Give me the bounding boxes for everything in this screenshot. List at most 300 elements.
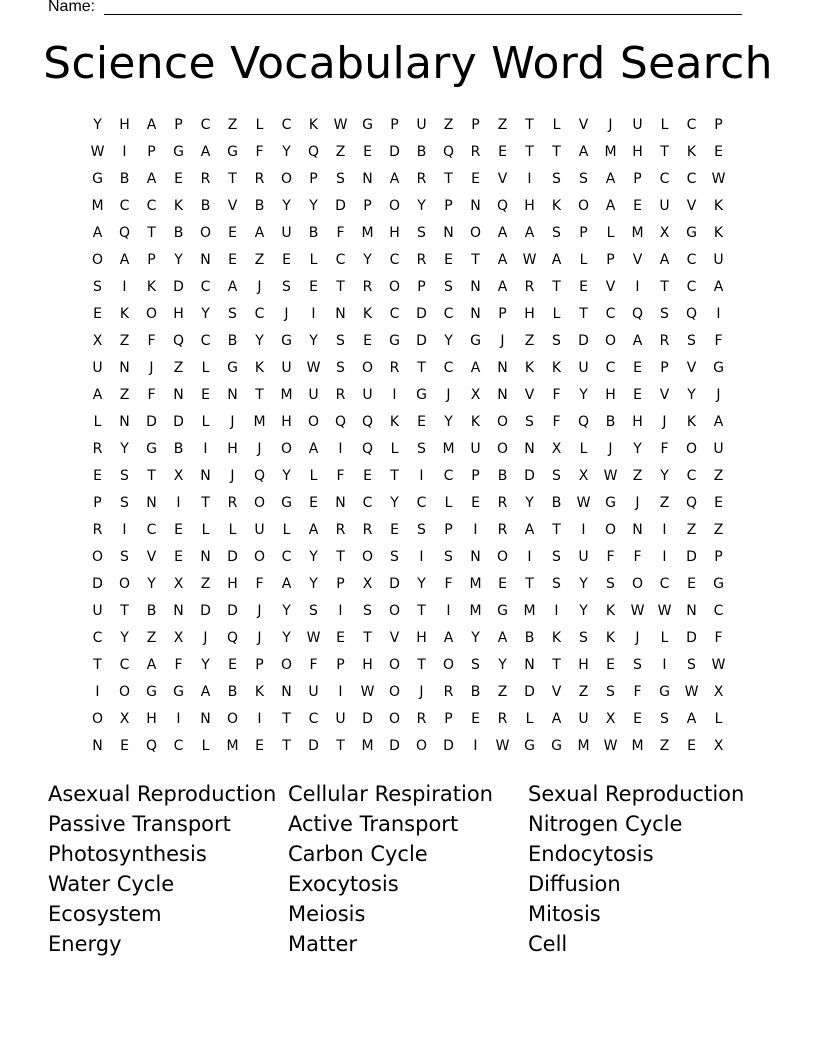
grid-letter: K bbox=[146, 278, 157, 295]
grid-letter: Y bbox=[471, 629, 480, 646]
grid-letter: P bbox=[147, 251, 156, 268]
grid-letter: N bbox=[335, 305, 346, 322]
grid-letter: W bbox=[603, 737, 618, 754]
grid-letter: E bbox=[309, 494, 318, 511]
word-list-item: Asexual Reproduction bbox=[48, 782, 277, 806]
grid-letter: T bbox=[552, 656, 561, 673]
grid-letter: B bbox=[416, 143, 427, 160]
grid-letter: P bbox=[336, 575, 345, 592]
grid-letter: Y bbox=[525, 494, 534, 511]
grid-letter: G bbox=[470, 332, 481, 349]
grid-letter: K bbox=[713, 224, 724, 241]
grid-letter: Z bbox=[713, 521, 724, 538]
grid-letter: X bbox=[173, 575, 184, 592]
grid-letter: U bbox=[659, 197, 670, 214]
grid-letter: E bbox=[390, 521, 399, 538]
word-list-item: Energy bbox=[48, 932, 122, 956]
grid-letter: O bbox=[361, 359, 374, 376]
grid-letter: Q bbox=[685, 305, 698, 322]
grid-letter: J bbox=[257, 278, 262, 295]
grid-letter: U bbox=[713, 251, 724, 268]
grid-letter: V bbox=[551, 683, 562, 700]
grid-letter: I bbox=[554, 602, 559, 619]
grid-letter: C bbox=[686, 467, 697, 484]
grid-letter: Y bbox=[309, 197, 318, 214]
grid-letter: C bbox=[119, 656, 130, 673]
grid-letter: B bbox=[497, 467, 508, 484]
grid-letter: I bbox=[527, 170, 532, 187]
grid-letter: J bbox=[257, 629, 262, 646]
grid-letter: G bbox=[92, 170, 103, 187]
grid-letter: N bbox=[497, 359, 508, 376]
grid-letter: S bbox=[660, 305, 669, 322]
grid-letter: V bbox=[659, 386, 670, 403]
grid-letter: C bbox=[443, 467, 454, 484]
grid-letter: J bbox=[230, 467, 235, 484]
grid-letter: K bbox=[605, 629, 616, 646]
word-list-item: Endocytosis bbox=[528, 842, 654, 866]
grid-letter: W bbox=[684, 683, 699, 700]
grid-letter: E bbox=[93, 305, 102, 322]
grid-letter: G bbox=[173, 683, 184, 700]
grid-letter: X bbox=[713, 737, 724, 754]
grid-letter: B bbox=[146, 602, 157, 619]
grid-letter: N bbox=[119, 359, 130, 376]
grid-letter: C bbox=[443, 359, 454, 376]
grid-letter: F bbox=[255, 575, 264, 592]
grid-letter: C bbox=[200, 278, 211, 295]
grid-letter: T bbox=[525, 116, 534, 133]
grid-letter: M bbox=[91, 197, 104, 214]
grid-letter: E bbox=[228, 224, 237, 241]
grid-letter: S bbox=[633, 656, 642, 673]
grid-letter: H bbox=[173, 305, 184, 322]
grid-letter: R bbox=[362, 521, 373, 538]
grid-letter: W bbox=[522, 251, 537, 268]
grid-letter: D bbox=[686, 629, 697, 646]
grid-letter: E bbox=[201, 386, 210, 403]
grid-letter: G bbox=[389, 332, 400, 349]
grid-letter: L bbox=[282, 521, 291, 538]
grid-letter: H bbox=[146, 710, 157, 727]
grid-letter: R bbox=[362, 278, 373, 295]
grid-letter: U bbox=[308, 386, 319, 403]
grid-letter: S bbox=[336, 359, 345, 376]
grid-letter: L bbox=[606, 224, 615, 241]
grid-letter: E bbox=[363, 467, 372, 484]
grid-letter: A bbox=[605, 170, 616, 187]
grid-letter: E bbox=[174, 548, 183, 565]
grid-letter: B bbox=[173, 440, 184, 457]
grid-letter: T bbox=[336, 737, 345, 754]
grid-letter: Y bbox=[282, 197, 291, 214]
grid-letter: O bbox=[280, 656, 293, 673]
grid-letter: P bbox=[606, 251, 615, 268]
grid-letter: U bbox=[578, 710, 589, 727]
word-list-item: Mitosis bbox=[528, 902, 601, 926]
grid-letter: A bbox=[119, 251, 130, 268]
grid-letter: W bbox=[90, 143, 105, 160]
grid-letter: W bbox=[630, 602, 645, 619]
grid-letter: L bbox=[660, 629, 669, 646]
grid-letter: T bbox=[255, 386, 264, 403]
grid-letter: I bbox=[662, 548, 667, 565]
grid-letter: O bbox=[307, 413, 320, 430]
grid-letter: L bbox=[525, 710, 534, 727]
grid-letter: A bbox=[92, 224, 103, 241]
grid-letter: S bbox=[228, 305, 237, 322]
grid-letter: W bbox=[333, 116, 348, 133]
grid-letter: A bbox=[497, 629, 508, 646]
grid-letter: Z bbox=[119, 386, 130, 403]
grid-letter: I bbox=[662, 656, 667, 673]
grid-letter: M bbox=[361, 737, 374, 754]
grid-letter: D bbox=[416, 332, 427, 349]
grid-letter: I bbox=[635, 278, 640, 295]
grid-letter: S bbox=[336, 170, 345, 187]
grid-letter: X bbox=[470, 386, 481, 403]
grid-letter: A bbox=[443, 629, 454, 646]
grid-letter: J bbox=[419, 683, 424, 700]
grid-letter: S bbox=[552, 170, 561, 187]
grid-letter: E bbox=[363, 143, 372, 160]
grid-letter: L bbox=[579, 440, 588, 457]
grid-letter: L bbox=[201, 413, 210, 430]
grid-letter: T bbox=[282, 737, 291, 754]
grid-letter: N bbox=[173, 602, 184, 619]
grid-letter: S bbox=[687, 656, 696, 673]
grid-letter: L bbox=[201, 359, 210, 376]
grid-letter: I bbox=[662, 521, 667, 538]
grid-letter: B bbox=[227, 332, 238, 349]
grid-letter: S bbox=[552, 548, 561, 565]
grid-letter: G bbox=[605, 494, 616, 511]
grid-letter: W bbox=[576, 494, 591, 511]
grid-letter: E bbox=[282, 251, 291, 268]
grid-letter: C bbox=[659, 170, 670, 187]
grid-letter: P bbox=[147, 143, 156, 160]
grid-letter: P bbox=[93, 494, 102, 511]
grid-letter: X bbox=[173, 629, 184, 646]
grid-letter: Y bbox=[282, 143, 291, 160]
grid-letter: E bbox=[336, 629, 345, 646]
grid-letter: K bbox=[308, 116, 319, 133]
grid-letter: D bbox=[173, 413, 184, 430]
grid-letter: R bbox=[335, 521, 346, 538]
grid-letter: A bbox=[497, 251, 508, 268]
grid-letter: M bbox=[604, 143, 617, 160]
grid-letter: N bbox=[362, 170, 373, 187]
grid-letter: Y bbox=[498, 656, 507, 673]
grid-letter: G bbox=[551, 737, 562, 754]
grid-letter: Q bbox=[145, 737, 158, 754]
grid-letter: D bbox=[362, 710, 373, 727]
grid-letter: Y bbox=[390, 494, 399, 511]
grid-letter: Y bbox=[147, 575, 156, 592]
grid-letter: B bbox=[119, 170, 130, 187]
grid-letter: G bbox=[497, 602, 508, 619]
grid-letter: O bbox=[91, 548, 104, 565]
grid-letter: O bbox=[604, 521, 617, 538]
grid-letter: D bbox=[308, 737, 319, 754]
grid-letter: O bbox=[469, 224, 482, 241]
grid-letter: A bbox=[200, 683, 211, 700]
grid-letter: A bbox=[713, 278, 724, 295]
grid-letter: Z bbox=[227, 116, 238, 133]
grid-letter: I bbox=[473, 737, 478, 754]
grid-letter: C bbox=[416, 494, 427, 511]
grid-letter: T bbox=[120, 602, 129, 619]
grid-letter: Y bbox=[282, 602, 291, 619]
grid-letter: A bbox=[524, 521, 535, 538]
grid-letter: L bbox=[201, 737, 210, 754]
grid-letter: E bbox=[255, 737, 264, 754]
grid-letter: C bbox=[200, 116, 211, 133]
grid-letter: D bbox=[389, 575, 400, 592]
grid-letter: E bbox=[687, 737, 696, 754]
grid-letter: C bbox=[119, 197, 130, 214]
grid-letter: C bbox=[254, 305, 265, 322]
grid-letter: B bbox=[173, 224, 184, 241]
grid-letter: Q bbox=[685, 494, 698, 511]
name-line bbox=[104, 14, 742, 15]
grid-letter: S bbox=[606, 575, 615, 592]
grid-letter: W bbox=[603, 467, 618, 484]
grid-letter: C bbox=[443, 305, 454, 322]
grid-letter: E bbox=[579, 278, 588, 295]
grid-letter: E bbox=[606, 656, 615, 673]
grid-letter: T bbox=[525, 143, 534, 160]
grid-letter: C bbox=[92, 629, 103, 646]
grid-letter: N bbox=[92, 737, 103, 754]
grid-letter: D bbox=[443, 737, 454, 754]
grid-letter: S bbox=[417, 440, 426, 457]
grid-letter: A bbox=[497, 278, 508, 295]
grid-letter: Z bbox=[335, 143, 346, 160]
grid-letter: S bbox=[120, 494, 129, 511]
grid-letter: H bbox=[632, 143, 643, 160]
grid-letter: W bbox=[657, 602, 672, 619]
grid-letter: R bbox=[470, 143, 481, 160]
grid-letter: I bbox=[311, 305, 316, 322]
grid-letter: L bbox=[309, 467, 318, 484]
grid-letter: A bbox=[686, 710, 697, 727]
grid-letter: T bbox=[363, 629, 372, 646]
grid-letter: I bbox=[581, 521, 586, 538]
grid-letter: G bbox=[713, 359, 724, 376]
grid-letter: P bbox=[444, 521, 453, 538]
grid-letter: D bbox=[524, 467, 535, 484]
grid-letter: F bbox=[633, 683, 642, 700]
grid-letter: B bbox=[254, 197, 265, 214]
grid-letter: E bbox=[120, 737, 129, 754]
grid-letter: L bbox=[309, 251, 318, 268]
word-list-item: Water Cycle bbox=[48, 872, 175, 896]
word-list-item: Sexual Reproduction bbox=[528, 782, 745, 806]
grid-letter: T bbox=[525, 575, 534, 592]
grid-letter: X bbox=[659, 224, 670, 241]
grid-letter: D bbox=[416, 305, 427, 322]
grid-letter: Z bbox=[713, 467, 724, 484]
grid-letter: N bbox=[470, 197, 481, 214]
grid-letter: Z bbox=[524, 332, 535, 349]
grid-letter: O bbox=[91, 710, 104, 727]
grid-letter: R bbox=[416, 170, 427, 187]
grid-letter: X bbox=[578, 467, 589, 484]
grid-letter: C bbox=[362, 494, 373, 511]
grid-letter: F bbox=[336, 224, 345, 241]
grid-letter: E bbox=[471, 710, 480, 727]
grid-letter: X bbox=[362, 575, 373, 592]
grid-letter: Q bbox=[172, 332, 185, 349]
grid-letter: Y bbox=[363, 251, 372, 268]
grid-letter: G bbox=[416, 386, 427, 403]
grid-letter: N bbox=[632, 521, 643, 538]
grid-letter: D bbox=[389, 737, 400, 754]
grid-letter: L bbox=[444, 494, 453, 511]
grid-letter: D bbox=[686, 548, 697, 565]
grid-letter: Y bbox=[120, 629, 129, 646]
grid-letter: P bbox=[309, 170, 318, 187]
grid-letter: U bbox=[632, 116, 643, 133]
grid-letter: T bbox=[417, 656, 426, 673]
grid-letter: E bbox=[444, 251, 453, 268]
grid-letter: S bbox=[552, 332, 561, 349]
grid-letter: P bbox=[417, 278, 426, 295]
grid-letter: F bbox=[660, 440, 669, 457]
grid-letter: K bbox=[551, 359, 562, 376]
grid-letter: Q bbox=[631, 305, 644, 322]
grid-letter: M bbox=[226, 737, 239, 754]
grid-letter: H bbox=[524, 305, 535, 322]
grid-letter: J bbox=[230, 413, 235, 430]
grid-letter: X bbox=[713, 683, 724, 700]
grid-letter: B bbox=[524, 629, 535, 646]
grid-letter: K bbox=[254, 359, 265, 376]
grid-letter: P bbox=[336, 656, 345, 673]
grid-letter: O bbox=[118, 683, 131, 700]
grid-letter: T bbox=[660, 143, 669, 160]
grid-letter: K bbox=[686, 143, 697, 160]
grid-letter: J bbox=[635, 629, 640, 646]
grid-letter: P bbox=[714, 116, 723, 133]
grid-letter: A bbox=[146, 656, 157, 673]
grid-letter: S bbox=[120, 548, 129, 565]
grid-letter: U bbox=[92, 602, 103, 619]
grid-letter: A bbox=[470, 359, 481, 376]
grid-letter: H bbox=[524, 197, 535, 214]
grid-letter: S bbox=[444, 278, 453, 295]
grid-letter: O bbox=[388, 710, 401, 727]
grid-letter: H bbox=[605, 386, 616, 403]
grid-letter: J bbox=[662, 413, 667, 430]
grid-letter: T bbox=[228, 170, 237, 187]
grid-letter: Q bbox=[442, 143, 455, 160]
grid-letter: C bbox=[659, 575, 670, 592]
grid-letter: E bbox=[228, 656, 237, 673]
grid-letter: P bbox=[255, 656, 264, 673]
grid-letter: Y bbox=[282, 467, 291, 484]
grid-letter: H bbox=[416, 629, 427, 646]
grid-letter: Y bbox=[417, 197, 426, 214]
grid-letter: R bbox=[200, 170, 211, 187]
grid-letter: H bbox=[578, 656, 589, 673]
grid-letter: Y bbox=[255, 332, 264, 349]
grid-letter: D bbox=[335, 197, 346, 214]
grid-letter: Y bbox=[579, 386, 588, 403]
grid-letter: F bbox=[633, 548, 642, 565]
grid-letter: A bbox=[497, 224, 508, 241]
grid-letter: F bbox=[147, 332, 156, 349]
grid-letter: P bbox=[390, 116, 399, 133]
grid-letter: D bbox=[200, 602, 211, 619]
grid-letter: Z bbox=[200, 575, 211, 592]
word-list-item: Cellular Respiration bbox=[288, 782, 493, 806]
grid-letter: Y bbox=[201, 656, 210, 673]
grid-letter: I bbox=[338, 440, 343, 457]
grid-letter: B bbox=[470, 683, 481, 700]
grid-letter: Y bbox=[309, 332, 318, 349]
page-title: Science Vocabulary Word Search bbox=[43, 38, 773, 89]
grid-letter: N bbox=[227, 386, 238, 403]
grid-letter: U bbox=[362, 386, 373, 403]
grid-letter: S bbox=[120, 467, 129, 484]
word-list-item: Exocytosis bbox=[288, 872, 399, 896]
grid-letter: I bbox=[446, 602, 451, 619]
grid-letter: Q bbox=[361, 413, 374, 430]
word-list-item: Diffusion bbox=[528, 872, 621, 896]
grid-letter: C bbox=[281, 548, 292, 565]
grid-letter: Z bbox=[443, 116, 454, 133]
grid-letter: I bbox=[338, 602, 343, 619]
grid-letter: T bbox=[417, 602, 426, 619]
grid-letter: S bbox=[444, 548, 453, 565]
grid-letter: F bbox=[309, 656, 318, 673]
grid-letter: S bbox=[552, 224, 561, 241]
grid-letter: Y bbox=[687, 386, 696, 403]
grid-letter: G bbox=[659, 683, 670, 700]
grid-letter: G bbox=[146, 683, 157, 700]
grid-letter: E bbox=[633, 386, 642, 403]
grid-letter: I bbox=[95, 683, 100, 700]
grid-letter: G bbox=[686, 224, 697, 241]
grid-letter: N bbox=[281, 683, 292, 700]
grid-letter: G bbox=[227, 359, 238, 376]
grid-letter: I bbox=[392, 386, 397, 403]
grid-letter: C bbox=[605, 359, 616, 376]
grid-letter: F bbox=[147, 386, 156, 403]
grid-letter: O bbox=[361, 548, 374, 565]
grid-letter: H bbox=[281, 413, 292, 430]
grid-letter: O bbox=[388, 197, 401, 214]
grid-letter: A bbox=[659, 251, 670, 268]
grid-letter: L bbox=[390, 440, 399, 457]
grid-letter: H bbox=[119, 116, 130, 133]
grid-letter: E bbox=[687, 575, 696, 592]
grid-letter: R bbox=[659, 332, 670, 349]
grid-letter: A bbox=[389, 170, 400, 187]
grid-letter: V bbox=[524, 386, 535, 403]
grid-letter: V bbox=[227, 197, 238, 214]
grid-letter: Y bbox=[633, 440, 642, 457]
grid-letter: R bbox=[389, 359, 400, 376]
grid-letter: F bbox=[336, 467, 345, 484]
grid-letter: E bbox=[174, 521, 183, 538]
grid-letter: E bbox=[714, 494, 723, 511]
grid-letter: Q bbox=[496, 197, 509, 214]
grid-letter: E bbox=[471, 170, 480, 187]
grid-letter: D bbox=[524, 683, 535, 700]
